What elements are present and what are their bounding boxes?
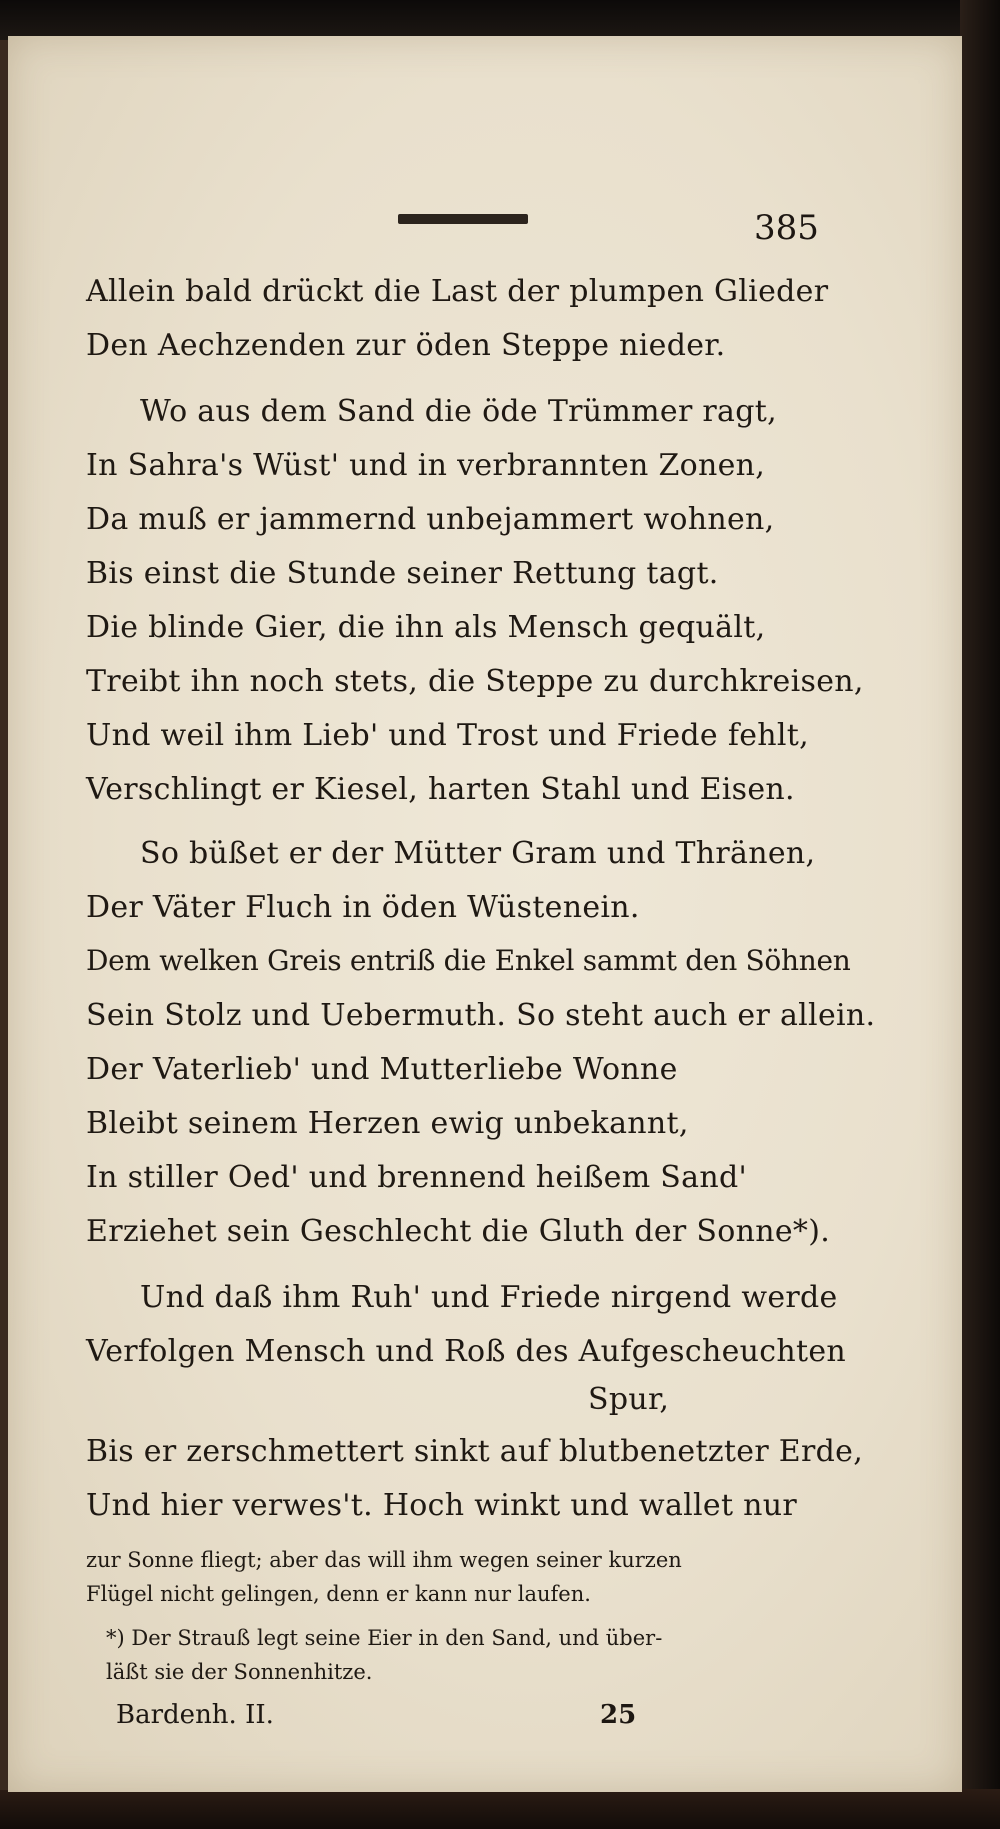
verse-line: Und weil ihm Lieb' und Trost und Friede fehlt,	[86, 718, 809, 753]
signature-mark: Bardenh. II.	[116, 1700, 274, 1730]
verse-line: Da muß er jammernd unbejammert wohnen,	[86, 502, 775, 537]
footnote-line: zur Sonne fliegt; aber das will ihm wegen seiner kurzen	[86, 1548, 682, 1572]
verse-line: In stiller Oed' und brennend heißem Sand'	[86, 1160, 748, 1195]
book-cover-bottom-edge	[0, 1789, 1000, 1829]
verse-line: Wo aus dem Sand die öde Trümmer ragt,	[140, 394, 777, 429]
verse-line: Und hier verwes't. Hoch winkt und wallet nur	[86, 1488, 798, 1523]
footnote-line: läßt sie der Sonnenhitze.	[106, 1660, 373, 1684]
book-cover-right-edge	[960, 0, 1000, 1829]
sheet-number: 25	[600, 1700, 637, 1730]
page-number: 385	[754, 208, 819, 248]
footnote-line: Flügel nicht gelingen, denn er kann nur laufen.	[86, 1582, 591, 1606]
verse-line: Der Vaterlieb' und Mutterliebe Wonne	[86, 1052, 678, 1087]
verse-line: Erziehet sein Geschlecht die Gluth der Sonne*).	[86, 1214, 831, 1249]
header-rule	[398, 214, 528, 224]
book-spine-edge	[0, 40, 8, 1790]
verse-line: Allein bald drückt die Last der plumpen Glieder	[86, 274, 829, 309]
verse-line: Bis er zerschmettert sinkt auf blutbenetzter Erde,	[86, 1434, 864, 1469]
book-page	[8, 36, 962, 1792]
verse-line: Den Aechzenden zur öden Steppe nieder.	[86, 328, 726, 363]
verse-line: Und daß ihm Ruh' und Friede nirgend werde	[140, 1280, 838, 1315]
verse-line: Verschlingt er Kiesel, harten Stahl und Eisen.	[86, 772, 795, 807]
verse-line: Bleibt seinem Herzen ewig unbekannt,	[86, 1106, 689, 1141]
verse-line: Die blinde Gier, die ihn als Mensch gequält,	[86, 610, 766, 645]
footnote-line: *) Der Strauß legt seine Eier in den Sand, und über-	[106, 1626, 663, 1650]
verse-line: In Sahra's Wüst' und in verbrannten Zonen,	[86, 448, 766, 483]
verse-line: Sein Stolz und Uebermuth. So steht auch er allein.	[86, 998, 876, 1033]
verse-line-runover: Spur,	[588, 1382, 670, 1417]
verse-line: So büßet er der Mütter Gram und Thränen,	[140, 836, 816, 871]
verse-line: Dem welken Greis entriß die Enkel sammt den Söhnen	[86, 944, 851, 977]
book-cover-top-edge	[0, 0, 1000, 40]
verse-line: Treibt ihn noch stets, die Steppe zu durchkreisen,	[86, 664, 864, 699]
verse-line: Verfolgen Mensch und Roß des Aufgescheuchten	[86, 1334, 847, 1369]
verse-line: Der Väter Fluch in öden Wüstenein.	[86, 890, 640, 925]
verse-line: Bis einst die Stunde seiner Rettung tagt.	[86, 556, 719, 591]
